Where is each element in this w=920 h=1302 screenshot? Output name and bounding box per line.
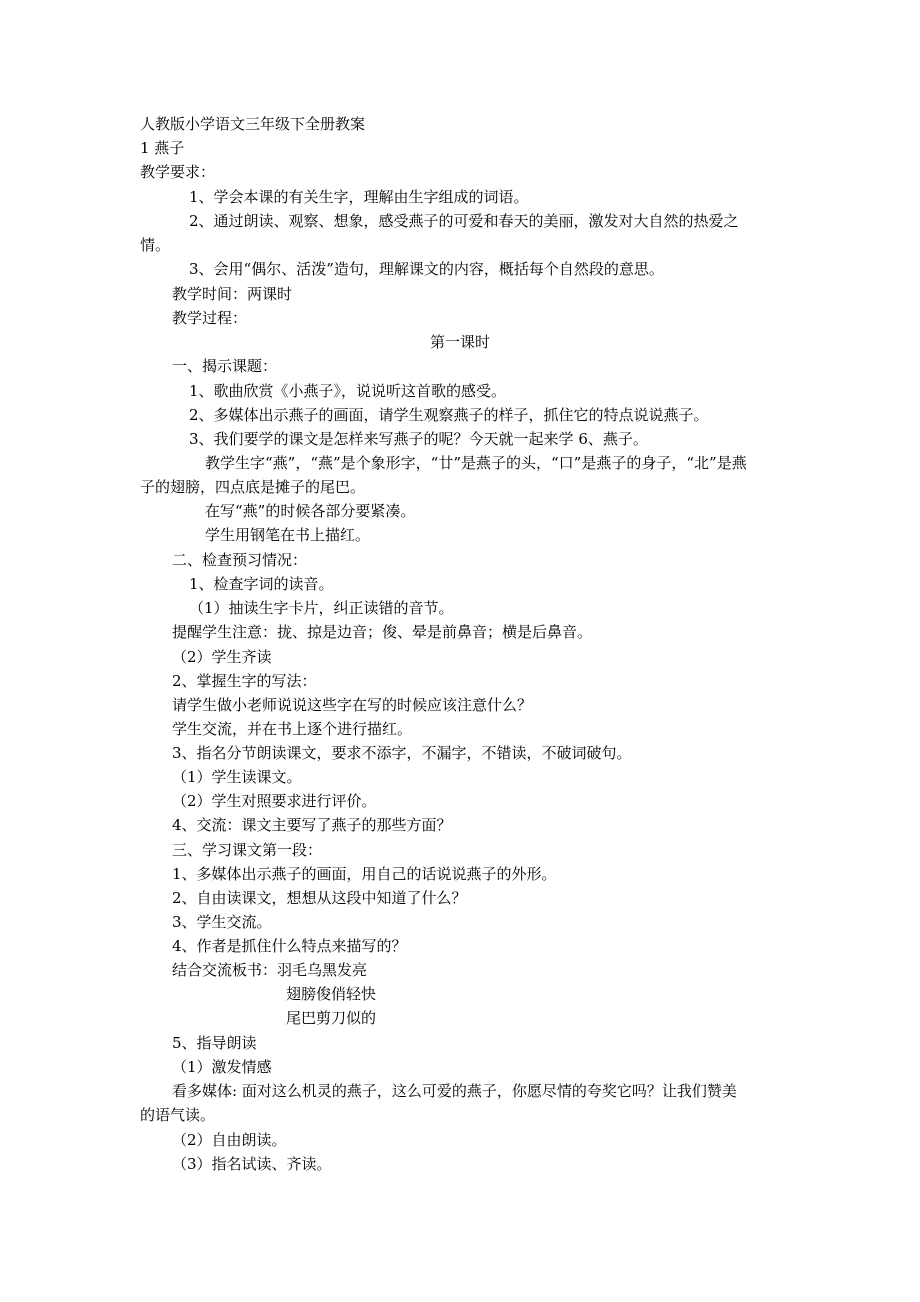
section-heading: 一、揭示课题： [172, 357, 278, 375]
text-line: 在写“燕”的时候各部分要紧凑。 [205, 502, 416, 520]
text-line: （2）学生对照要求进行评价。 [172, 792, 377, 810]
text-line: 看多媒体: 面对这么机灵的燕子，这么可爱的燕子，你愿尽情的夸奖它吗？让我们赞美 [172, 1082, 737, 1100]
requirement-item: 2、通过朗读、观察、想象，感受燕子的可爱和春天的美丽，激发对大自然的热爱之 [189, 212, 739, 230]
text-line: 3、我们要学的课文是怎样来写燕子的呢？今天就一起来学 6、燕子。 [189, 430, 648, 448]
text-line: （1）抽读生字卡片，纠正读错的音节。 [189, 599, 454, 617]
text-line: （1）学生读课文。 [172, 768, 302, 786]
text-line: 4、交流：课文主要写了燕子的那些方面？ [172, 816, 452, 834]
text-line: 4、作者是抓住什么特点来描写的？ [172, 937, 407, 955]
text-line: 3、指名分节朗读课文，要求不添字，不漏字，不错读，不破词破句。 [172, 744, 632, 762]
text-line: 2、掌握生字的写法： [172, 672, 317, 690]
text-line: 子的翅膀，四点底是摊子的尾巴。 [140, 478, 366, 496]
teaching-time: 教学时间：两课时 [172, 285, 293, 303]
text-line: 学生交流，并在书上逐个进行描红。 [172, 720, 413, 738]
board-line: 翅膀俊俏轻快 [286, 985, 377, 1003]
requirements-heading: 教学要求： [140, 163, 216, 181]
text-line: 请学生做小老师说说这些字在写的时候应该注意什么？ [172, 696, 533, 714]
board-line: 尾巴剪刀似的 [286, 1009, 377, 1027]
requirement-item: 情。 [140, 236, 171, 254]
text-line: 1、检查字词的读音。 [189, 575, 334, 593]
requirement-item: 3、会用“偶尔、活泼”造句，理解课文的内容，概括每个自然段的意思。 [189, 260, 664, 278]
text-line: 1、多媒体出示燕子的画面，用自己的话说说燕子的外形。 [172, 865, 557, 883]
text-line: 学生用钢笔在书上描红。 [205, 526, 371, 544]
text-line: （3）指名试读、齐读。 [172, 1155, 332, 1173]
text-line: 提醒学生注意：拢、掠是边音；俊、晕是前鼻音；横是后鼻音。 [172, 623, 593, 641]
text-line: 5、指导朗读 [172, 1034, 257, 1052]
text-line: （2）自由朗读。 [172, 1131, 287, 1149]
text-line: 1、歌曲欣赏《小燕子》，说说听这首歌的感受。 [189, 382, 507, 400]
text-line: 2、自由读课文，想想从这段中知道了什么？ [172, 889, 467, 907]
text-line: 2、多媒体出示燕子的画面，请学生观察燕子的样子，抓住它的特点说说燕子。 [189, 406, 709, 424]
section-heading: 三、学习课文第一段： [172, 841, 323, 859]
text-line: （1）激发情感 [172, 1058, 272, 1076]
text-line: 教学生字“燕”，“燕”是个象形字，“廿”是燕子的头，“口”是燕子的身子，“北”是燕 [205, 454, 747, 472]
teaching-process: 教学过程： [172, 309, 248, 327]
section-heading: 二、检查预习情况： [172, 551, 308, 569]
text-line: 的语气读。 [140, 1106, 216, 1124]
lesson-heading: 1 燕子 [140, 139, 185, 157]
text-line: （2）学生齐读 [172, 648, 272, 666]
period-title: 第一课时 [429, 333, 490, 351]
document-title: 人教版小学语文三年级下全册教案 [140, 115, 366, 133]
board-line: 结合交流板书：羽毛乌黑发亮 [172, 961, 368, 979]
requirement-item: 1、学会本课的有关生字，理解由生字组成的词语。 [189, 188, 529, 206]
text-line: 3、学生交流。 [172, 913, 272, 931]
